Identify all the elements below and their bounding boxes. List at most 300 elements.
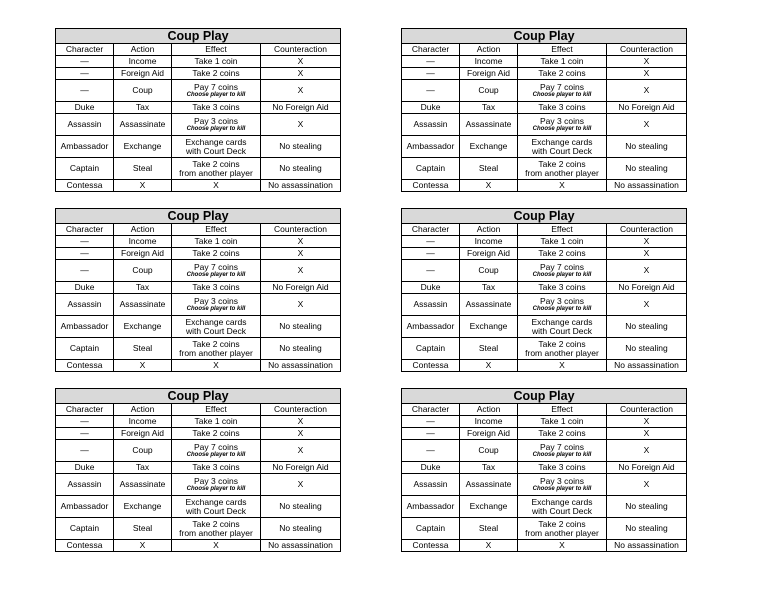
column-header: Counteraction — [607, 404, 687, 416]
column-header: Counteraction — [607, 224, 687, 236]
effect-line: Pay 7 coins — [540, 261, 584, 272]
table-row — [56, 248, 341, 260]
table-row — [402, 518, 687, 540]
effect-line: with Court Deck — [186, 505, 246, 516]
table-row — [56, 102, 341, 114]
column-header: Effect — [518, 224, 607, 236]
effect-cell — [172, 56, 261, 68]
table-row — [402, 80, 687, 102]
table-row — [56, 294, 341, 316]
effect-cell — [172, 282, 261, 294]
column-header: Counteraction — [261, 224, 341, 236]
effect-line: from another player — [525, 347, 599, 358]
effect-cell — [172, 474, 261, 496]
action-cell: Income — [114, 416, 172, 428]
table-row — [402, 236, 687, 248]
effect-line: Pay 3 coins — [540, 475, 584, 486]
column-header: Character — [56, 404, 114, 416]
counteraction-cell: X — [261, 56, 341, 68]
character-cell: Captain — [402, 518, 460, 540]
effect-cell — [518, 80, 607, 102]
table-row — [402, 440, 687, 462]
counteraction-cell: No Foreign Aid — [607, 102, 687, 114]
effect-cell — [518, 474, 607, 496]
character-cell: Duke — [56, 462, 114, 474]
action-cell: X — [114, 360, 172, 372]
effect-cell — [518, 338, 607, 360]
character-cell: Contessa — [402, 360, 460, 372]
effect-line: Take 2 coins — [538, 518, 586, 529]
character-cell: Ambassador — [56, 136, 114, 158]
effect-note: Choose player to kill — [532, 485, 592, 492]
character-cell: Ambassador — [56, 496, 114, 518]
effect-cell — [518, 180, 607, 192]
counteraction-cell: X — [261, 80, 341, 102]
action-cell: Tax — [114, 282, 172, 294]
counteraction-cell: X — [607, 80, 687, 102]
counteraction-cell: X — [607, 248, 687, 260]
counteraction-cell: No stealing — [607, 316, 687, 338]
table-row — [402, 496, 687, 518]
effect-line: Exchange cards — [531, 136, 593, 147]
effect-line: Take 3 coins — [192, 102, 240, 112]
effect-cell — [518, 56, 607, 68]
column-header: Action — [460, 224, 518, 236]
card-4 — [401, 208, 686, 372]
effect-note: Choose player to kill — [186, 305, 246, 312]
counteraction-cell: X — [261, 260, 341, 282]
table-row — [56, 416, 341, 428]
effect-note: Choose player to kill — [186, 485, 246, 492]
table-row — [56, 136, 341, 158]
character-cell: — — [56, 248, 114, 260]
effect-line: X — [559, 360, 565, 370]
counteraction-cell: X — [261, 440, 341, 462]
counteraction-cell: No stealing — [607, 158, 687, 180]
table-row — [402, 136, 687, 158]
table-row — [402, 180, 687, 192]
effect-cell — [172, 440, 261, 462]
column-header: Character — [402, 404, 460, 416]
counteraction-cell: X — [261, 428, 341, 440]
card-title: Coup Play — [402, 389, 687, 404]
counteraction-cell: No assassination — [607, 180, 687, 192]
effect-cell — [518, 360, 607, 372]
action-cell: Assassinate — [460, 114, 518, 136]
table-row — [402, 248, 687, 260]
column-header: Character — [402, 44, 460, 56]
character-cell: Assassin — [402, 294, 460, 316]
effect-line: Take 3 coins — [538, 462, 586, 472]
action-cell: Tax — [460, 462, 518, 474]
character-cell: — — [402, 428, 460, 440]
column-header: Effect — [172, 224, 261, 236]
character-cell: Contessa — [56, 180, 114, 192]
table-row — [402, 416, 687, 428]
effect-line: Take 2 coins — [192, 248, 240, 258]
character-cell: — — [402, 248, 460, 260]
effect-line: Take 2 coins — [192, 338, 240, 349]
character-cell: — — [402, 416, 460, 428]
action-cell: Assassinate — [114, 114, 172, 136]
effect-cell — [518, 496, 607, 518]
table-row — [56, 180, 341, 192]
character-cell: Assassin — [56, 474, 114, 496]
title-row — [56, 29, 341, 44]
column-header: Action — [114, 404, 172, 416]
column-header: Action — [114, 224, 172, 236]
header-row — [402, 404, 687, 416]
table-row — [56, 236, 341, 248]
counteraction-cell: No Foreign Aid — [261, 282, 341, 294]
effect-line: with Court Deck — [532, 145, 592, 156]
effect-line: from another player — [525, 527, 599, 538]
title-row — [56, 209, 341, 224]
character-cell: Contessa — [56, 360, 114, 372]
counteraction-cell: No assassination — [607, 540, 687, 552]
table-row — [56, 474, 341, 496]
effect-cell — [172, 236, 261, 248]
effect-line: Take 3 coins — [538, 102, 586, 112]
effect-cell — [172, 136, 261, 158]
action-cell: Tax — [114, 102, 172, 114]
action-cell: Exchange — [460, 496, 518, 518]
effect-note: Choose player to kill — [186, 451, 246, 458]
effect-line: Take 2 coins — [192, 518, 240, 529]
effect-cell — [518, 260, 607, 282]
effect-line: Pay 7 coins — [540, 81, 584, 92]
card-title: Coup Play — [402, 209, 687, 224]
counteraction-cell: X — [261, 236, 341, 248]
effect-cell — [518, 316, 607, 338]
effect-line: Take 1 coin — [540, 236, 584, 246]
coup-play-table — [55, 208, 341, 372]
character-cell: — — [56, 236, 114, 248]
action-cell: Exchange — [114, 316, 172, 338]
header-row — [56, 44, 341, 56]
card-title: Coup Play — [56, 29, 341, 44]
table-row — [402, 360, 687, 372]
table-row — [402, 540, 687, 552]
effect-cell — [518, 114, 607, 136]
character-cell: — — [402, 260, 460, 282]
table-row — [56, 428, 341, 440]
action-cell: X — [114, 540, 172, 552]
table-row — [56, 282, 341, 294]
effect-line: with Court Deck — [186, 325, 246, 336]
table-row — [56, 158, 341, 180]
effect-cell — [172, 158, 261, 180]
effect-line: Take 2 coins — [538, 338, 586, 349]
counteraction-cell: No stealing — [607, 496, 687, 518]
header-row — [402, 44, 687, 56]
action-cell: Foreign Aid — [114, 68, 172, 80]
action-cell: Coup — [114, 80, 172, 102]
action-cell: Steal — [460, 338, 518, 360]
title-row — [402, 389, 687, 404]
header-row — [56, 224, 341, 236]
counteraction-cell: No Foreign Aid — [607, 282, 687, 294]
table-row — [402, 102, 687, 114]
character-cell: Captain — [56, 158, 114, 180]
table-row — [402, 260, 687, 282]
character-cell: Assassin — [402, 474, 460, 496]
character-cell: Duke — [56, 282, 114, 294]
column-header: Action — [460, 404, 518, 416]
effect-cell — [518, 282, 607, 294]
effect-cell — [518, 248, 607, 260]
action-cell: X — [114, 180, 172, 192]
action-cell: Assassinate — [460, 294, 518, 316]
title-row — [56, 389, 341, 404]
table-row — [56, 114, 341, 136]
effect-line: Exchange cards — [531, 316, 593, 327]
counteraction-cell: X — [607, 428, 687, 440]
table-row — [56, 518, 341, 540]
character-cell: — — [56, 80, 114, 102]
effect-line: from another player — [179, 167, 253, 178]
character-cell: — — [56, 428, 114, 440]
character-cell: Assassin — [56, 294, 114, 316]
effect-cell — [518, 518, 607, 540]
counteraction-cell: X — [607, 440, 687, 462]
table-row — [402, 428, 687, 440]
character-cell: Contessa — [402, 540, 460, 552]
counteraction-cell: X — [261, 68, 341, 80]
action-cell: Steal — [114, 518, 172, 540]
counteraction-cell: X — [607, 474, 687, 496]
action-cell: Foreign Aid — [460, 68, 518, 80]
column-header: Action — [114, 44, 172, 56]
counteraction-cell: X — [607, 236, 687, 248]
effect-cell — [172, 338, 261, 360]
action-cell: Income — [460, 416, 518, 428]
table-row — [56, 80, 341, 102]
effect-cell — [172, 360, 261, 372]
effect-cell — [172, 68, 261, 80]
table-row — [402, 338, 687, 360]
character-cell: Contessa — [402, 180, 460, 192]
effect-line: Pay 3 coins — [194, 295, 238, 306]
table-row — [56, 462, 341, 474]
effect-line: with Court Deck — [186, 145, 246, 156]
counteraction-cell: X — [261, 248, 341, 260]
character-cell: Duke — [402, 462, 460, 474]
counteraction-cell: No assassination — [607, 360, 687, 372]
character-cell: — — [402, 80, 460, 102]
table-row — [56, 316, 341, 338]
effect-cell — [518, 416, 607, 428]
counteraction-cell: No Foreign Aid — [607, 462, 687, 474]
coup-play-table — [401, 388, 687, 552]
counteraction-cell: No Foreign Aid — [261, 462, 341, 474]
effect-line: Take 1 coin — [540, 56, 584, 66]
counteraction-cell: X — [607, 416, 687, 428]
effect-line: Pay 7 coins — [194, 441, 238, 452]
effect-cell — [518, 440, 607, 462]
effect-cell — [172, 102, 261, 114]
effect-line: Take 1 coin — [540, 416, 584, 426]
column-header: Effect — [518, 404, 607, 416]
effect-line: Pay 3 coins — [540, 295, 584, 306]
action-cell: Assassinate — [460, 474, 518, 496]
action-cell: Coup — [114, 440, 172, 462]
effect-line: Take 1 coin — [194, 416, 238, 426]
counteraction-cell: X — [261, 474, 341, 496]
character-cell: — — [56, 56, 114, 68]
effect-line: with Court Deck — [532, 505, 592, 516]
character-cell: Captain — [402, 338, 460, 360]
effect-line: Take 3 coins — [192, 462, 240, 472]
table-row — [56, 540, 341, 552]
effect-line: X — [559, 540, 565, 550]
action-cell: Exchange — [460, 136, 518, 158]
effect-note: Choose player to kill — [532, 271, 592, 278]
effect-line: from another player — [179, 347, 253, 358]
counteraction-cell: No stealing — [607, 136, 687, 158]
action-cell: Steal — [460, 158, 518, 180]
coup-play-table — [55, 28, 341, 192]
effect-line: X — [213, 360, 219, 370]
character-cell: — — [402, 56, 460, 68]
effect-cell — [518, 236, 607, 248]
effect-line: Exchange cards — [531, 496, 593, 507]
effect-cell — [172, 294, 261, 316]
effect-line: Take 2 coins — [192, 158, 240, 169]
column-header: Character — [402, 224, 460, 236]
effect-cell — [172, 114, 261, 136]
effect-line: Pay 3 coins — [194, 115, 238, 126]
counteraction-cell: No assassination — [261, 540, 341, 552]
card-2 — [401, 28, 686, 192]
action-cell: Exchange — [114, 496, 172, 518]
effect-line: with Court Deck — [532, 325, 592, 336]
table-row — [402, 462, 687, 474]
column-header: Counteraction — [261, 404, 341, 416]
header-row — [56, 404, 341, 416]
coup-play-table — [401, 208, 687, 372]
counteraction-cell: No stealing — [607, 518, 687, 540]
effect-line: Take 2 coins — [538, 68, 586, 78]
effect-cell — [518, 540, 607, 552]
action-cell: Steal — [460, 518, 518, 540]
effect-cell — [172, 518, 261, 540]
column-header: Counteraction — [607, 44, 687, 56]
counteraction-cell: X — [261, 416, 341, 428]
table-row — [56, 496, 341, 518]
counteraction-cell: No assassination — [261, 360, 341, 372]
counteraction-cell: X — [261, 294, 341, 316]
effect-cell — [518, 462, 607, 474]
action-cell: Tax — [114, 462, 172, 474]
counteraction-cell: No stealing — [261, 496, 341, 518]
card-6 — [401, 388, 686, 552]
effect-note: Choose player to kill — [532, 91, 592, 98]
effect-line: Take 2 coins — [538, 158, 586, 169]
table-row — [402, 158, 687, 180]
column-header: Counteraction — [261, 44, 341, 56]
character-cell: Assassin — [56, 114, 114, 136]
action-cell: Steal — [114, 158, 172, 180]
action-cell: Exchange — [460, 316, 518, 338]
counteraction-cell: No stealing — [261, 136, 341, 158]
action-cell: Income — [460, 56, 518, 68]
effect-line: Pay 3 coins — [194, 475, 238, 486]
action-cell: Foreign Aid — [460, 428, 518, 440]
counteraction-cell: X — [607, 56, 687, 68]
action-cell: Exchange — [114, 136, 172, 158]
effect-note: Choose player to kill — [532, 305, 592, 312]
table-row — [402, 282, 687, 294]
character-cell: — — [56, 416, 114, 428]
effect-cell — [172, 180, 261, 192]
effect-cell — [172, 496, 261, 518]
character-cell: Duke — [402, 282, 460, 294]
effect-note: Choose player to kill — [532, 125, 592, 132]
action-cell: Coup — [460, 80, 518, 102]
coup-play-table — [401, 28, 687, 192]
effect-cell — [518, 136, 607, 158]
effect-line: Exchange cards — [185, 316, 247, 327]
character-cell: Ambassador — [402, 496, 460, 518]
counteraction-cell: No Foreign Aid — [261, 102, 341, 114]
card-3 — [55, 208, 340, 372]
column-header: Character — [56, 224, 114, 236]
card-title: Coup Play — [56, 209, 341, 224]
effect-cell — [172, 416, 261, 428]
counteraction-cell: No stealing — [261, 158, 341, 180]
effect-cell — [172, 248, 261, 260]
character-cell: Captain — [402, 158, 460, 180]
table-row — [402, 56, 687, 68]
counteraction-cell: No assassination — [261, 180, 341, 192]
effect-line: Pay 3 coins — [540, 115, 584, 126]
effect-line: from another player — [179, 527, 253, 538]
effect-cell — [172, 540, 261, 552]
effect-cell — [172, 428, 261, 440]
counteraction-cell: No stealing — [261, 338, 341, 360]
card-title: Coup Play — [402, 29, 687, 44]
action-cell: X — [460, 540, 518, 552]
column-header: Effect — [172, 44, 261, 56]
counteraction-cell: No stealing — [261, 518, 341, 540]
table-row — [402, 114, 687, 136]
action-cell: Assassinate — [114, 474, 172, 496]
table-row — [402, 316, 687, 338]
effect-note: Choose player to kill — [186, 125, 246, 132]
card-title: Coup Play — [56, 389, 341, 404]
action-cell: Assassinate — [114, 294, 172, 316]
effect-cell — [172, 260, 261, 282]
counteraction-cell: X — [261, 114, 341, 136]
effect-line: Take 2 coins — [192, 68, 240, 78]
character-cell: Duke — [402, 102, 460, 114]
action-cell: Income — [114, 56, 172, 68]
action-cell: Tax — [460, 102, 518, 114]
character-cell: — — [402, 68, 460, 80]
action-cell: Income — [114, 236, 172, 248]
action-cell: X — [460, 180, 518, 192]
action-cell: Coup — [460, 260, 518, 282]
character-cell: — — [402, 440, 460, 462]
effect-cell — [518, 102, 607, 114]
effect-line: Take 3 coins — [192, 282, 240, 292]
effect-line: X — [559, 180, 565, 190]
character-cell: — — [402, 236, 460, 248]
character-cell: Assassin — [402, 114, 460, 136]
table-row — [402, 474, 687, 496]
effect-line: Exchange cards — [185, 496, 247, 507]
